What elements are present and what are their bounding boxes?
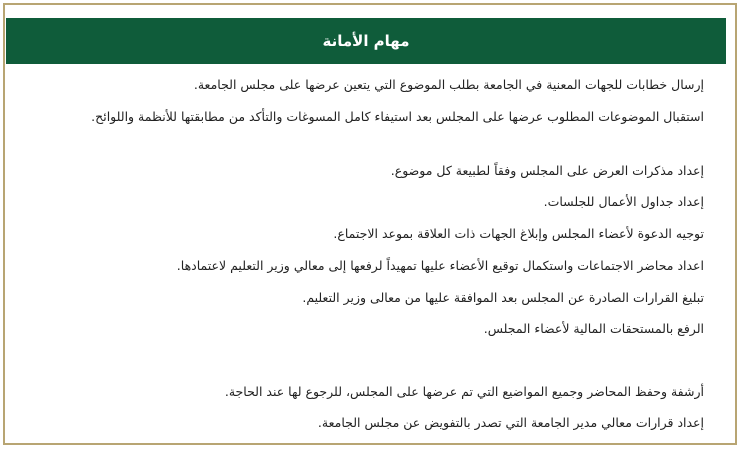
task-item: تبليغ القرارات الصادرة عن المجلس بعد الموافقة عليها من معالى وزير التعليم.: [302, 290, 704, 305]
task-item: إعداد مذكرات العرض على المجلس وفقاً لطبيعة كل موضوع.: [390, 163, 704, 178]
task-item: إعداد جداول الأعمال للجلسات.: [543, 194, 704, 209]
section-header: [6, 18, 726, 64]
task-item: الرفع بالمستحقات المالية لأعضاء المجلس.: [483, 321, 704, 336]
task-item: إرسال خطابات للجهات المعنية في الجامعة بطلب الموضوع التي يتعين عرضها على مجلس الجامعة.: [193, 77, 704, 92]
task-item: إعداد قرارات معالي مدير الجامعة التي تصدر بالتفويض عن مجلس الجامعة.: [317, 415, 704, 430]
task-item: أرشفة وحفظ المحاضر وجميع المواضيع التي تم عرضها على المجلس، للرجوع لها عند الحاجة.: [224, 384, 704, 399]
task-item: توجيه الدعوة لأعضاء المجلس وإبلاغ الجهات ذات العلاقة بموعد الاجتماع.: [333, 226, 704, 241]
task-item: استقبال الموضوعات المطلوب عرضها على المجلس بعد استيفاء كامل المسوغات والتأكد من مطابقتها للأنظمة واللوائح.: [91, 109, 704, 124]
task-item: اعداد محاضر الاجتماعات واستكمال توقيع الأعضاء عليها تمهيداً لرفعها إلى معالي وزير التعليم لاعتمادها.: [176, 258, 704, 273]
section-title: مهام الأمانة: [322, 32, 410, 50]
